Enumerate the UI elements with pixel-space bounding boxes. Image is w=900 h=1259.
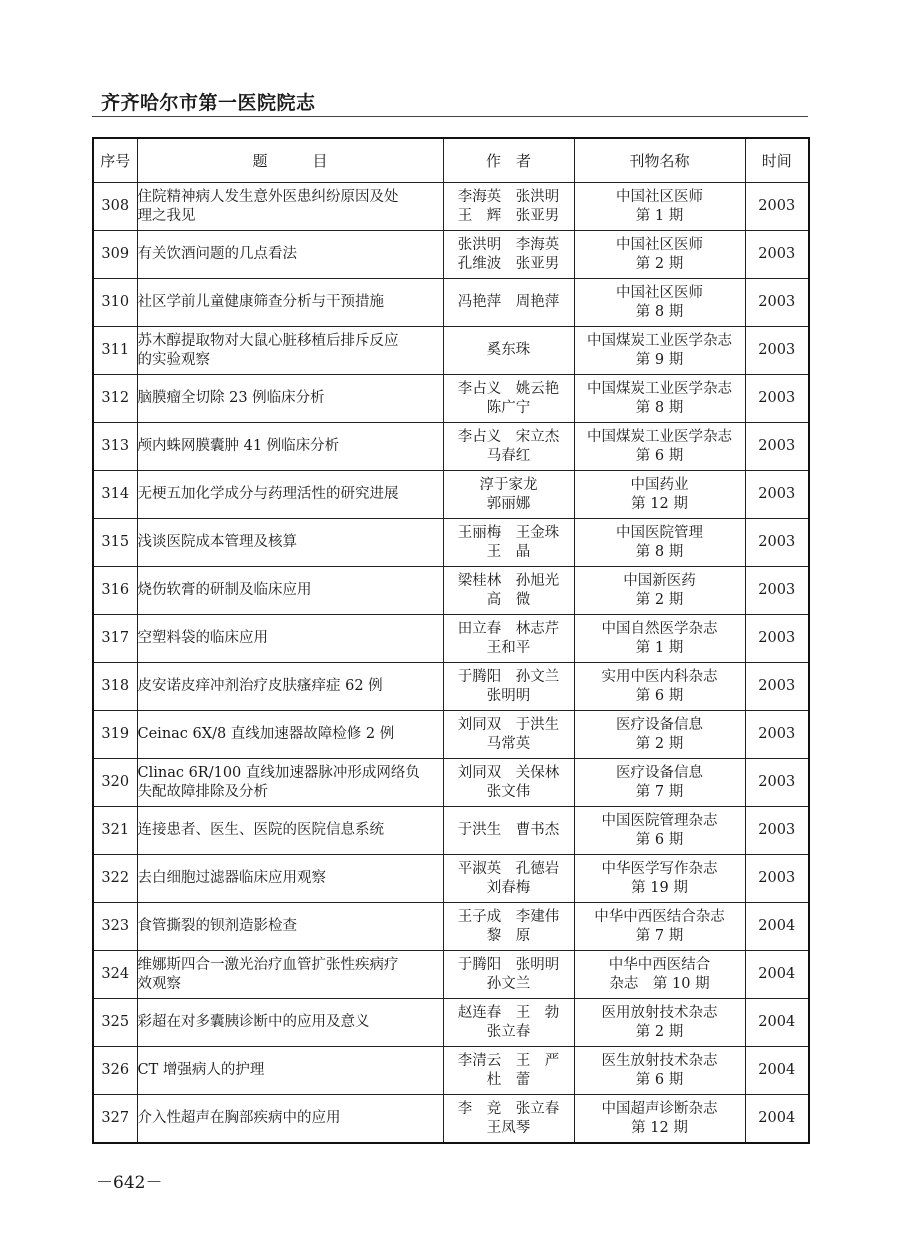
cell-title — [137, 279, 443, 327]
cell-journal-line: 医疗设备信息 — [616, 716, 703, 733]
cell-authors-line: 张明明 — [486, 687, 531, 704]
cell-title — [137, 807, 443, 855]
cell-authors-line: 王凤琴 — [486, 1119, 531, 1136]
cell-number: 324 — [93, 951, 137, 999]
table-row — [93, 279, 809, 327]
cell-journal-line: 第 6 期 — [635, 1071, 684, 1088]
cell-journal-line: 实用中医内科杂志 — [601, 668, 718, 685]
cell-number: 327 — [93, 1095, 137, 1144]
cell-journal-line: 第 12 期 — [631, 1119, 688, 1136]
cell-authors — [443, 231, 574, 279]
cell-year: 2003 — [745, 183, 809, 231]
cell-title-line: 无梗五加化学成分与药理活性的研究进展 — [137, 486, 399, 502]
cell-authors-line: 孔维波 张亚男 — [457, 255, 560, 272]
cell-journal — [574, 807, 745, 855]
cell-journal — [574, 567, 745, 615]
cell-journal-line: 中华中西医结合杂志 — [594, 908, 725, 925]
cell-journal-line: 第 7 期 — [635, 927, 684, 944]
cell-journal — [574, 327, 745, 375]
cell-number: 310 — [93, 279, 137, 327]
cell-journal — [574, 999, 745, 1047]
cell-authors-line: 刘春梅 — [486, 879, 531, 896]
cell-year: 2004 — [745, 1095, 809, 1144]
cell-journal-line: 杂志 第 10 期 — [609, 975, 710, 992]
cell-authors-line: 张立春 — [486, 1023, 531, 1040]
cell-title — [137, 519, 443, 567]
cell-authors-line: 平淑英 孔德岩 — [457, 860, 560, 877]
table-row — [93, 1095, 809, 1144]
cell-journal-line: 第 1 期 — [635, 639, 684, 656]
cell-authors — [443, 375, 574, 423]
cell-journal-line: 中国煤炭工业医学杂志 — [587, 428, 732, 445]
cell-journal-line: 第 2 期 — [635, 735, 684, 752]
cell-title-line: 的实验观察 — [137, 351, 210, 368]
cell-title-line: 效观察 — [137, 975, 181, 992]
cell-title-line: 苏木醇提取物对大鼠心脏移植后排斥反应 — [137, 332, 399, 349]
cell-authors-line: 张文伟 — [486, 783, 531, 800]
cell-journal — [574, 279, 745, 327]
cell-authors-line: 李 竞 张立春 — [457, 1100, 560, 1117]
cell-number: 312 — [93, 375, 137, 423]
cell-year: 2003 — [745, 663, 809, 711]
cell-journal-line: 中国社区医师 — [616, 236, 703, 253]
cell-authors-line: 刘同双 于洪生 — [457, 716, 560, 733]
cell-authors-line: 李占义 宋立杰 — [457, 428, 560, 445]
cell-title-line: 食管撕裂的钡剂造影检查 — [137, 918, 297, 934]
cell-title — [137, 615, 443, 663]
cell-title-line: 烧伤软膏的研制及临床应用 — [137, 582, 312, 598]
cell-journal-line: 第 8 期 — [635, 543, 684, 560]
cell-year: 2003 — [745, 231, 809, 279]
cell-year: 2003 — [745, 471, 809, 519]
cell-year: 2003 — [745, 279, 809, 327]
cell-title-line: 脑膜瘤全切除 23 例临床分析 — [137, 390, 325, 406]
cell-title — [137, 1047, 443, 1095]
cell-title — [137, 231, 443, 279]
column-header-authors: 作 者 — [443, 138, 574, 183]
table-row — [93, 471, 809, 519]
cell-authors-line: 王 晶 — [486, 543, 531, 560]
cell-year: 2004 — [745, 999, 809, 1047]
cell-title-line: 失配故障排除及分析 — [137, 783, 268, 800]
cell-number: 309 — [93, 231, 137, 279]
table-row — [93, 615, 809, 663]
cell-journal — [574, 711, 745, 759]
cell-journal-line: 中国社区医师 — [616, 284, 703, 301]
cell-year: 2003 — [745, 375, 809, 423]
cell-authors-line: 黎 原 — [486, 927, 531, 944]
cell-title-line: 维娜斯四合一激光治疗血管扩张性疾病疗 — [137, 956, 399, 973]
cell-authors-line: 王 辉 张亚男 — [457, 207, 560, 224]
cell-authors — [443, 183, 574, 231]
cell-journal — [574, 1095, 745, 1144]
cell-title — [137, 855, 443, 903]
cell-journal-line: 第 2 期 — [635, 591, 684, 608]
table-row — [93, 519, 809, 567]
cell-authors-line: 刘同双 关保林 — [457, 764, 560, 781]
cell-number: 326 — [93, 1047, 137, 1095]
cell-authors-line: 李占义 姚云艳 — [457, 380, 560, 397]
cell-journal — [574, 951, 745, 999]
cell-title — [137, 327, 443, 375]
table-header-row — [93, 138, 809, 183]
cell-number: 319 — [93, 711, 137, 759]
cell-number: 325 — [93, 999, 137, 1047]
cell-year: 2003 — [745, 327, 809, 375]
cell-title — [137, 375, 443, 423]
cell-authors-line: 赵连春 王 勃 — [457, 1004, 560, 1021]
table-row — [93, 807, 809, 855]
cell-authors-line: 王和平 — [486, 639, 531, 656]
cell-authors-line: 马春红 — [486, 447, 531, 464]
cell-number: 316 — [93, 567, 137, 615]
cell-journal — [574, 855, 745, 903]
cell-authors — [443, 759, 574, 807]
cell-authors-line: 陈广宁 — [486, 399, 531, 416]
cell-title-line: 颅内蛛网膜囊肿 41 例临床分析 — [137, 438, 340, 454]
cell-title-line: CT 增强病人的护理 — [137, 1062, 265, 1078]
cell-journal-line: 中国社区医师 — [616, 188, 703, 205]
cell-journal-line: 医疗设备信息 — [616, 764, 703, 781]
cell-authors — [443, 663, 574, 711]
cell-title-line: 皮安诺皮痒冲剂治疗皮肤瘙痒症 62 例 — [137, 678, 383, 694]
cell-number: 323 — [93, 903, 137, 951]
cell-journal-line: 第 1 期 — [635, 207, 684, 224]
cell-year: 2003 — [745, 567, 809, 615]
cell-title — [137, 183, 443, 231]
cell-authors-line: 马常英 — [486, 735, 531, 752]
cell-journal — [574, 1047, 745, 1095]
cell-authors — [443, 615, 574, 663]
column-header-year: 时间 — [745, 138, 809, 183]
table-row — [93, 567, 809, 615]
cell-year: 2003 — [745, 855, 809, 903]
cell-journal-line: 中国自然医学杂志 — [601, 620, 718, 637]
cell-year: 2003 — [745, 759, 809, 807]
cell-authors — [443, 999, 574, 1047]
cell-title — [137, 711, 443, 759]
cell-title — [137, 951, 443, 999]
table-row — [93, 903, 809, 951]
cell-authors-line: 王子成 李建伟 — [457, 908, 560, 925]
cell-authors-line: 杜 蕾 — [486, 1071, 531, 1088]
cell-year: 2003 — [745, 711, 809, 759]
cell-journal — [574, 519, 745, 567]
cell-title — [137, 999, 443, 1047]
column-header-number: 序号 — [93, 138, 137, 183]
cell-authors — [443, 807, 574, 855]
page-number: －642－ — [96, 1173, 163, 1193]
cell-authors — [443, 567, 574, 615]
cell-title-line: 连接患者、医生、医院的医院信息系统 — [137, 822, 384, 838]
cell-journal-line: 中国煤炭工业医学杂志 — [587, 332, 732, 349]
cell-title-line: 去白细胞过滤器临床应用观察 — [137, 870, 326, 886]
cell-authors — [443, 903, 574, 951]
cell-journal — [574, 471, 745, 519]
cell-title — [137, 1095, 443, 1144]
cell-journal-line: 第 6 期 — [635, 831, 684, 848]
cell-authors — [443, 327, 574, 375]
cell-year: 2004 — [745, 903, 809, 951]
cell-journal — [574, 615, 745, 663]
header-divider — [92, 116, 808, 117]
cell-number: 315 — [93, 519, 137, 567]
cell-title — [137, 471, 443, 519]
column-header-title: 题 目 — [137, 138, 443, 183]
table-row — [93, 663, 809, 711]
cell-authors-line: 梁桂林 孙旭光 — [457, 572, 560, 589]
table-row — [93, 951, 809, 999]
table-row — [93, 1047, 809, 1095]
table-row — [93, 999, 809, 1047]
cell-number: 321 — [93, 807, 137, 855]
cell-journal-line: 第 19 期 — [631, 879, 688, 896]
cell-journal-line: 第 9 期 — [635, 351, 684, 368]
cell-year: 2003 — [745, 519, 809, 567]
cell-authors-line: 于腾阳 张明明 — [457, 956, 560, 973]
cell-authors-line: 淳于家龙 — [479, 476, 538, 493]
cell-number: 314 — [93, 471, 137, 519]
cell-authors — [443, 1095, 574, 1144]
cell-journal — [574, 375, 745, 423]
cell-journal — [574, 183, 745, 231]
cell-title — [137, 663, 443, 711]
cell-authors — [443, 951, 574, 999]
cell-title-line: Ceinac 6X/8 直线加速器故障检修 2 例 — [137, 726, 395, 742]
publication-table — [92, 137, 810, 1144]
cell-authors-line: 冯艳萍 周艳萍 — [457, 294, 560, 310]
cell-authors — [443, 279, 574, 327]
cell-year: 2003 — [745, 615, 809, 663]
cell-authors-line: 张洪明 李海英 — [457, 236, 560, 253]
cell-journal-line: 中国药业 — [630, 476, 689, 493]
page-header-title: 齐齐哈尔市第一医院院志 — [101, 92, 316, 114]
table-row — [93, 375, 809, 423]
cell-journal-line: 中国医院管理 — [616, 524, 703, 541]
cell-journal-line: 中华医学写作杂志 — [601, 860, 718, 877]
cell-title-line: 社区学前儿童健康筛查分析与干预措施 — [137, 294, 384, 310]
cell-journal — [574, 663, 745, 711]
cell-number: 317 — [93, 615, 137, 663]
table-row — [93, 759, 809, 807]
table-row — [93, 855, 809, 903]
cell-authors-line: 王丽梅 王金珠 — [457, 524, 560, 541]
table-row — [93, 183, 809, 231]
cell-authors-line: 孙文兰 — [486, 975, 531, 992]
cell-authors — [443, 519, 574, 567]
cell-title-line: 住院精神病人发生意外医患纠纷原因及处 — [137, 188, 399, 205]
cell-journal — [574, 423, 745, 471]
cell-title — [137, 903, 443, 951]
cell-title-line: Clinac 6R/100 直线加速器脉冲形成网络负 — [137, 764, 420, 781]
cell-journal-line: 第 2 期 — [635, 255, 684, 272]
table-row — [93, 711, 809, 759]
cell-authors-line: 于洪生 曹书杰 — [457, 822, 560, 838]
cell-title-line: 有关饮酒问题的几点看法 — [137, 246, 297, 262]
cell-journal-line: 第 6 期 — [635, 687, 684, 704]
cell-journal-line: 第 12 期 — [631, 495, 688, 512]
cell-journal-line: 第 8 期 — [635, 399, 684, 416]
table-row — [93, 231, 809, 279]
cell-year: 2003 — [745, 423, 809, 471]
cell-authors-line: 高 微 — [486, 591, 531, 608]
cell-number: 320 — [93, 759, 137, 807]
table-row — [93, 327, 809, 375]
cell-authors-line: 田立春 林志芹 — [457, 620, 560, 637]
cell-year: 2004 — [745, 951, 809, 999]
cell-authors-line: 郭丽娜 — [486, 495, 531, 512]
cell-journal-line: 中华中西医结合 — [608, 956, 711, 973]
cell-authors-line: 奚东珠 — [486, 342, 531, 358]
cell-number: 313 — [93, 423, 137, 471]
cell-authors — [443, 1047, 574, 1095]
cell-journal-line: 第 7 期 — [635, 783, 684, 800]
cell-year: 2003 — [745, 807, 809, 855]
cell-number: 311 — [93, 327, 137, 375]
cell-journal-line: 中国医院管理杂志 — [601, 812, 718, 829]
cell-title — [137, 759, 443, 807]
cell-authors — [443, 711, 574, 759]
cell-number: 308 — [93, 183, 137, 231]
cell-journal-line: 医生放射技术杂志 — [601, 1052, 718, 1069]
cell-authors — [443, 423, 574, 471]
cell-title-line: 空塑料袋的临床应用 — [137, 630, 268, 646]
cell-authors-line: 李海英 张洪明 — [457, 188, 560, 205]
cell-journal-line: 医用放射技术杂志 — [601, 1004, 718, 1021]
column-header-journal: 刊物名称 — [574, 138, 745, 183]
cell-authors-line: 李清云 王 严 — [457, 1052, 560, 1069]
cell-journal — [574, 903, 745, 951]
cell-year: 2004 — [745, 1047, 809, 1095]
cell-number: 322 — [93, 855, 137, 903]
cell-title-line: 彩超在对多囊胰诊断中的应用及意义 — [137, 1014, 370, 1030]
cell-title — [137, 567, 443, 615]
cell-title-line: 介入性超声在胸部疾病中的应用 — [137, 1110, 341, 1126]
cell-authors — [443, 855, 574, 903]
cell-title-line: 理之我见 — [137, 207, 196, 224]
cell-journal-line: 中国新医药 — [623, 572, 696, 589]
table-row — [93, 423, 809, 471]
cell-journal-line: 第 2 期 — [635, 1023, 684, 1040]
cell-number: 318 — [93, 663, 137, 711]
cell-title — [137, 423, 443, 471]
cell-journal-line: 中国超声诊断杂志 — [601, 1100, 718, 1117]
cell-journal — [574, 759, 745, 807]
cell-journal-line: 第 6 期 — [635, 447, 684, 464]
cell-title-line: 浅谈医院成本管理及核算 — [137, 534, 297, 550]
cell-journal — [574, 231, 745, 279]
cell-authors — [443, 471, 574, 519]
cell-authors-line: 于腾阳 孙文兰 — [457, 668, 560, 685]
cell-journal-line: 第 8 期 — [635, 303, 684, 320]
cell-journal-line: 中国煤炭工业医学杂志 — [587, 380, 732, 397]
